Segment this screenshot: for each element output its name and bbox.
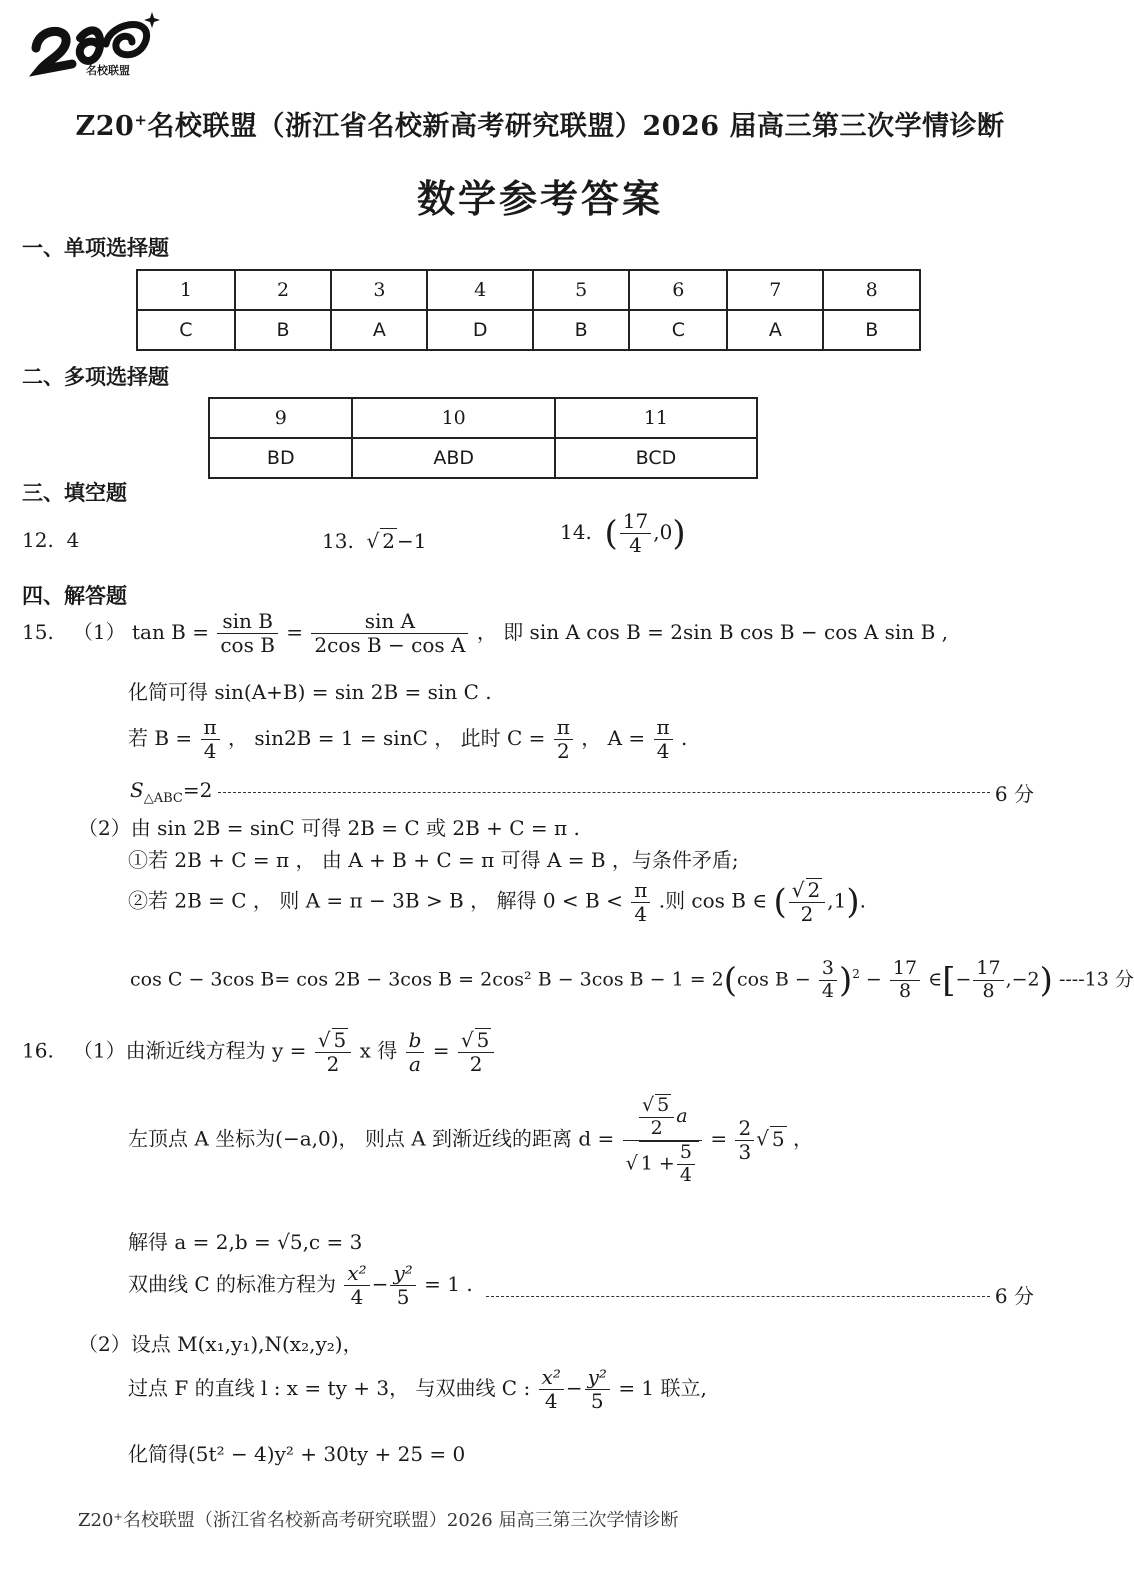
q15-label: 15. (22, 620, 54, 644)
page-title (0, 104, 1080, 143)
area-symbol: S (130, 778, 144, 802)
table-cell: 4 (427, 270, 533, 310)
minus-sign: − (865, 968, 882, 991)
fraction-denominator: 2 (800, 902, 814, 926)
q14-num: 17 (620, 510, 651, 534)
fraction-numerator: 17 (890, 958, 920, 981)
q15-score2: ----13 分 (1058, 968, 1134, 991)
q15-line5: 由 sin 2B = sinC 可得 2B = C 或 2B + C = π . (130, 816, 580, 840)
q15-line6: ①若 2B + C = π ， 由 A + B + C = π 可得 A = B ，与条件矛盾; (128, 848, 739, 872)
table-cell: 11 (555, 398, 757, 438)
table-cell: 6 (629, 270, 727, 310)
q12-label: 12. (22, 528, 54, 552)
q16-line2: 左顶点 A 坐标为(−a,0)， 则点 A 到渐近线的距离 d = $\frac{√ 5}{2}$ a √ 1 + $\frac{5}{4}$ = $\frac{2}{3}$ √ 5 ， (128, 1094, 814, 1186)
table-row (137, 310, 920, 350)
q15-line1-tail: ， 即 sin A cos B = 2sin B cos B − cos A sin B , (476, 620, 948, 644)
comma: ， (793, 1126, 814, 1151)
q16-line1-a: 由渐近线方程为 y = (125, 1038, 307, 1063)
q15-part2-line1 (78, 812, 580, 841)
q16-part2-line1 (78, 1328, 363, 1357)
q16-part2-label: （2） (78, 1332, 131, 1356)
table-cell: 5 (533, 270, 629, 310)
title-sup: + (134, 111, 148, 129)
q16-line4: 双曲线 C 的标准方程为 $\frac{\text{x²}}{4}$ − $\frac{\text{y²}}{5}$ = 1 . (128, 1261, 473, 1309)
q13-label: 13. (322, 529, 354, 553)
q16-score1: 6 分 (994, 1284, 1034, 1308)
area-subscript: △ABC (143, 791, 183, 806)
q16-line2-one: 1 + (640, 1152, 675, 1175)
fraction-denominator: 2 (556, 739, 570, 763)
q15-part2-label: （2） (78, 816, 131, 840)
fraction-denominator: a (409, 1051, 421, 1076)
q13-rest: −1 (397, 529, 427, 553)
equals-sign: = (710, 1126, 728, 1151)
equals-sign: = (432, 1038, 450, 1063)
table-cell: A (727, 310, 823, 350)
q15-line3 (128, 716, 687, 763)
fraction-denominator: 4 (634, 901, 648, 926)
sqrt-radicand: 5 (333, 1028, 347, 1052)
section-heading-single: 一、单项选择题 (22, 235, 169, 260)
fraction-numerator: y² (585, 1366, 610, 1390)
fraction-numerator: π (631, 879, 650, 903)
q16-line3: 解得 a = 2,b = √5,c = 3 (128, 1230, 363, 1254)
fraction-denominator: 4 (544, 1389, 558, 1413)
q15-line8-f: ,−2 (1005, 968, 1040, 991)
fraction-denominator: 4 (679, 1163, 692, 1186)
q15-line1 (22, 610, 948, 657)
sqrt-radicand: 5 (771, 1126, 785, 1151)
q13-sqrt: 2 (382, 529, 396, 553)
table-cell: A (331, 310, 427, 350)
logo-text: 名校联盟 (86, 64, 130, 77)
q14-den: 4 (629, 533, 642, 557)
q12-value: 4 (66, 528, 80, 552)
fraction-numerator: b (406, 1029, 425, 1053)
table-cell: D (427, 310, 533, 350)
fraction-denominator: 2 (326, 1052, 340, 1076)
element-of-sign: ∈ (928, 968, 943, 991)
fraction-denominator: 5 (396, 1285, 410, 1309)
q15-line2: 化简可得 sin(A+B) = sin 2B = sin C . (128, 680, 492, 704)
fraction-denominator: 4 (203, 739, 217, 763)
fraction-denominator: 2cos B − cos A (314, 633, 466, 657)
fraction-numerator: 5 (677, 1142, 695, 1165)
q16-line5: 设点 M(x₁,y₁),N(x₂,y₂)， (130, 1332, 363, 1356)
fraction-denominator: 4 (350, 1285, 364, 1309)
page-subtitle: 数学参考答案 (416, 176, 663, 221)
area-value: =2 (182, 778, 213, 802)
q15-line3-d: . (681, 726, 688, 750)
fraction-denominator: 8 (982, 979, 995, 1002)
fraction-denominator: 8 (898, 979, 912, 1002)
fraction-numerator: sin B (217, 610, 278, 634)
q12-answer (22, 528, 79, 552)
q16-label: 16. (22, 1038, 54, 1063)
q14-rest: ,0 (653, 520, 673, 544)
q14-label: 14. (560, 520, 592, 544)
q16-part1-label: （1） (72, 1038, 126, 1063)
fraction-denominator: 4 (821, 979, 834, 1002)
title-pre: Z20 (75, 111, 135, 142)
table-cell: B (533, 310, 629, 350)
q15-line8-a: cos C − 3cos B= cos 2B − 3cos B = 2cos² B − 3cos B − 1 = 2 (130, 968, 724, 991)
section-heading-fill: 三、填空题 (22, 480, 127, 505)
q16-line1: 16. （1）由渐近线方程为 y = $\frac{√ 5}{2}$ x 得 $\frac{b}{a}$ = $\frac{√ 5}{2}$ (22, 1028, 496, 1076)
fraction-denominator: 3 (738, 1139, 752, 1164)
table-cell: ABD (352, 438, 554, 478)
table-cell: BD (209, 438, 352, 478)
q16-line4-a: 双曲线 C 的标准方程为 (128, 1272, 337, 1296)
title-post: 名校联盟（浙江省名校新高考研究联盟）2026 届高三第三次学情诊断 (147, 111, 1005, 142)
q16-line1-b: x 得 (359, 1038, 398, 1063)
table-cell: B (235, 310, 331, 350)
fraction-numerator: π (654, 716, 673, 740)
table-cell: 3 (331, 270, 427, 310)
q15-line7-b: .则 cos B ∈ (658, 888, 768, 913)
square-exponent: 2 (852, 967, 860, 982)
q16-line7: 化简得(5t² − 4)y² + 30ty + 25 = 0 (128, 1442, 466, 1466)
minus-sign: − (955, 968, 972, 991)
score-divider (486, 1296, 990, 1297)
fraction-denominator: 4 (656, 739, 670, 763)
score-divider (218, 792, 990, 793)
fraction-numerator: 2 (735, 1117, 754, 1141)
q15-line3-c: ， A = (581, 726, 646, 750)
q16-line4-b: = 1 . (424, 1272, 473, 1296)
q16-line6-b: = 1 联立, (618, 1376, 707, 1400)
q15-line8-b: cos B − (737, 968, 811, 991)
table-cell: 7 (727, 270, 823, 310)
table-cell: B (823, 310, 920, 350)
fraction-numerator: sin A (311, 610, 468, 634)
fraction-numerator: x² (344, 1262, 369, 1286)
q15-line7-c: ,1 (827, 888, 847, 913)
q15-line8: cos C − 3cos B= cos 2B − 3cos B = 2cos² B − 3cos B − 1 = 2(cos B − $\frac{3}{4}$ )$^2$ − $\frac{17}{8}$ ∈[− $\frac{17}{8}$ ,−2) ----13 分 (130, 957, 1134, 1002)
fraction-numerator: y² (390, 1262, 415, 1286)
sqrt-radicand: 2 (807, 878, 821, 902)
q15-line3-b: ， sin2B = 1 = sinC ， 此时 C = (228, 726, 546, 750)
q16-line6-a: 过点 F 的直线 l : x = ty + 3， 与双曲线 C : (128, 1376, 531, 1400)
table-row (137, 270, 920, 310)
table-cell: 1 (137, 270, 235, 310)
table-cell: 10 (352, 398, 554, 438)
fraction-numerator: π (201, 716, 220, 740)
fraction-numerator: 3 (819, 958, 837, 981)
fraction-numerator: x² (539, 1366, 564, 1390)
q15-score1: 6 分 (994, 782, 1034, 806)
table-cell: BCD (555, 438, 757, 478)
section-heading-solve: 四、解答题 (22, 583, 127, 608)
q15-line7: ②若 2B = C ， 则 A = π − 3B > B ， 解得 0 < B < $\frac{\pi}{4}$ .则 cos B ∈ ( $\frac{√ 2}{2}$ ,1). (128, 877, 866, 926)
section-heading-multi: 二、多项选择题 (22, 364, 169, 389)
table-cell: 8 (823, 270, 920, 310)
fraction-denominator: cos B (220, 633, 275, 657)
logo (28, 8, 168, 86)
q16-line6: 过点 F 的直线 l : x = ty + 3， 与双曲线 C : $\frac{\text{x²}}{4}$ − $\frac{\text{y²}}{5}$ = 1 联立, (128, 1365, 707, 1413)
fraction-denominator: 2 (469, 1052, 483, 1076)
sqrt-radicand: 5 (657, 1094, 670, 1116)
page-footer: Z20⁺名校联盟（浙江省名校新高考研究联盟）2026 届高三第三次学情诊断 (78, 1510, 679, 1531)
fraction-numerator: π (554, 716, 573, 740)
fraction-denominator: 5 (590, 1389, 604, 1413)
equals-sign: = (286, 620, 304, 644)
single-choice-table (136, 269, 921, 351)
q15-line7-a: ②若 2B = C ， 则 A = π − 3B > B ， 解得 0 < B < (128, 888, 623, 913)
fraction-denominator: 2 (650, 1116, 663, 1139)
table-row (209, 438, 757, 478)
q15-line3-a: 若 B = (128, 726, 193, 750)
q15-part1-label: （1） (72, 620, 126, 644)
q13-answer: 13. √ 2 −1 (322, 529, 427, 553)
table-cell: C (629, 310, 727, 350)
table-cell: C (137, 310, 235, 350)
table-row (209, 398, 757, 438)
multi-choice-table (208, 397, 758, 479)
table-cell: 9 (209, 398, 352, 438)
table-cell: 2 (235, 270, 331, 310)
q16-line2-a: 左顶点 A 坐标为(−a,0)， 则点 A 到渐近线的距离 d = (128, 1126, 615, 1151)
q15-area (130, 778, 212, 806)
fraction-numerator: 17 (973, 958, 1003, 981)
q16-line2-na: a (676, 1104, 688, 1127)
sqrt-radicand: 5 (476, 1028, 490, 1052)
q15-tan: tan B = (131, 620, 209, 644)
q14-answer: 14. ( $\frac{17}{4}$ ,0) (560, 509, 686, 557)
